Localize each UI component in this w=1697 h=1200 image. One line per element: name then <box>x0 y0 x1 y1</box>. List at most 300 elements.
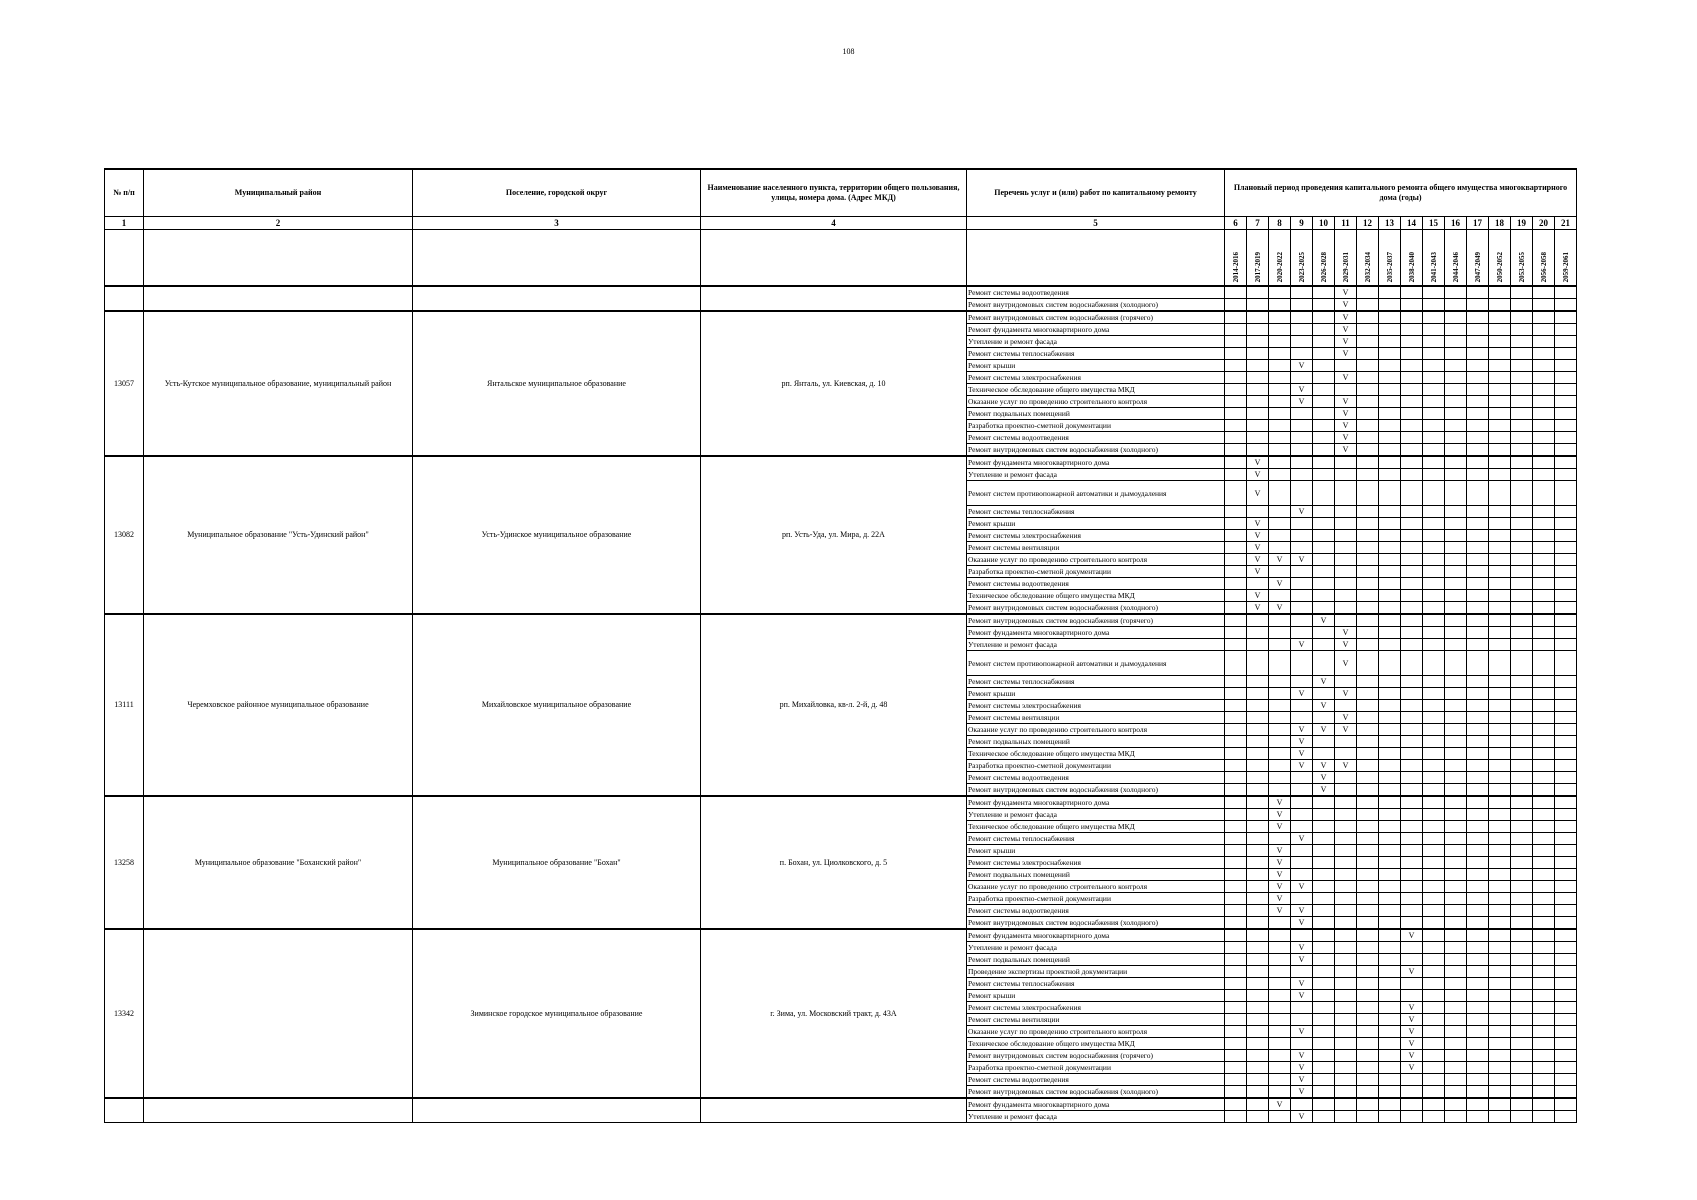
period-mark-cell <box>1313 796 1335 809</box>
column-number: 4 <box>701 217 967 230</box>
period-mark-cell: V <box>1269 857 1291 869</box>
period-mark-cell: V <box>1401 1062 1423 1074</box>
period-mark-cell <box>1555 700 1577 712</box>
column-number: 10 <box>1313 217 1335 230</box>
column-number-row <box>105 217 1577 230</box>
period-mark-cell <box>1423 286 1445 299</box>
table-row <box>105 796 1577 809</box>
period-mark-cell <box>1335 518 1357 530</box>
period-mark-cell <box>1335 990 1357 1002</box>
period-mark-cell: V <box>1291 1026 1313 1038</box>
period-mark-cell: V <box>1401 1050 1423 1062</box>
period-mark-cell <box>1269 396 1291 408</box>
period-mark-cell <box>1401 311 1423 324</box>
period-mark-cell <box>1291 542 1313 554</box>
period-mark-cell <box>1467 760 1489 772</box>
period-mark-cell <box>1269 299 1291 312</box>
period-mark-cell <box>1511 530 1533 542</box>
period-mark-cell <box>1489 1062 1511 1074</box>
column-number: 7 <box>1247 217 1269 230</box>
period-mark-cell <box>1401 760 1423 772</box>
period-mark-cell <box>1313 469 1335 481</box>
work-item: Техническое обследование общего имущества МКД <box>967 384 1225 396</box>
period-mark-cell <box>1445 1026 1467 1038</box>
period-mark-cell <box>1489 324 1511 336</box>
work-item: Ремонт системы водоотведения <box>967 286 1225 299</box>
period-mark-cell <box>1269 360 1291 372</box>
period-mark-cell <box>1555 966 1577 978</box>
period-mark-cell <box>1291 408 1313 420</box>
period-mark-cell <box>1357 954 1379 966</box>
period-mark-cell <box>1357 360 1379 372</box>
period-mark-cell: V <box>1335 311 1357 324</box>
period-mark-cell <box>1401 336 1423 348</box>
period-mark-cell <box>1291 1038 1313 1050</box>
period-mark-cell <box>1269 469 1291 481</box>
work-item: Ремонт внутридомовых систем водоснабжения (холодного) <box>967 602 1225 615</box>
period-mark-cell <box>1445 590 1467 602</box>
period-mark-cell <box>1467 432 1489 444</box>
period-mark-cell <box>1445 396 1467 408</box>
period-mark-cell <box>1467 845 1489 857</box>
period-mark-cell <box>1379 456 1401 469</box>
period-mark-cell <box>1269 1062 1291 1074</box>
period-mark-cell <box>1511 324 1533 336</box>
year-period-label: 2044-2046 <box>1451 251 1460 282</box>
period-mark-cell <box>1511 1062 1533 1074</box>
period-mark-cell <box>1269 1038 1291 1050</box>
period-mark-cell <box>1533 614 1555 627</box>
year-period-header <box>1269 230 1291 287</box>
period-mark-cell <box>1335 566 1357 578</box>
period-mark-cell: V <box>1335 348 1357 360</box>
period-mark-cell <box>1225 954 1247 966</box>
period-mark-cell <box>1225 432 1247 444</box>
period-mark-cell <box>1357 881 1379 893</box>
period-mark-cell <box>1533 833 1555 845</box>
header-settlement: Поселение, городской округ <box>413 169 701 217</box>
period-mark-cell <box>1335 917 1357 930</box>
period-mark-cell <box>1511 796 1533 809</box>
year-period-label: 2041-2043 <box>1429 251 1438 282</box>
period-mark-cell <box>1467 1062 1489 1074</box>
period-mark-cell <box>1291 444 1313 457</box>
period-mark-cell <box>1401 384 1423 396</box>
period-mark-cell <box>1379 627 1401 639</box>
period-mark-cell <box>1313 929 1335 942</box>
period-mark-cell: V <box>1401 1002 1423 1014</box>
period-mark-cell <box>1511 676 1533 688</box>
period-mark-cell <box>1401 857 1423 869</box>
work-item: Ремонт системы электроснабжения <box>967 372 1225 384</box>
work-item: Ремонт крыши <box>967 688 1225 700</box>
period-mark-cell <box>1555 1086 1577 1099</box>
period-mark-cell <box>1511 432 1533 444</box>
period-mark-cell <box>1423 1098 1445 1111</box>
period-mark-cell <box>1401 481 1423 506</box>
period-mark-cell <box>1423 408 1445 420</box>
column-number: 18 <box>1489 217 1511 230</box>
period-mark-cell <box>1291 530 1313 542</box>
period-mark-cell <box>1445 893 1467 905</box>
period-mark-cell <box>1445 336 1467 348</box>
period-mark-cell <box>1379 336 1401 348</box>
period-mark-cell <box>1225 905 1247 917</box>
period-mark-cell <box>1445 1038 1467 1050</box>
period-mark-cell <box>1335 954 1357 966</box>
period-mark-cell <box>1269 1050 1291 1062</box>
period-mark-cell: V <box>1313 772 1335 784</box>
period-mark-cell <box>1379 1014 1401 1026</box>
period-mark-cell <box>1401 372 1423 384</box>
period-mark-cell <box>1445 676 1467 688</box>
period-mark-cell <box>1379 1086 1401 1099</box>
period-mark-cell <box>1291 578 1313 590</box>
period-mark-cell <box>1247 917 1269 930</box>
period-mark-cell <box>1467 736 1489 748</box>
period-mark-cell <box>1269 590 1291 602</box>
period-mark-cell <box>1511 1111 1533 1123</box>
period-mark-cell <box>1291 602 1313 615</box>
record-number: 13111 <box>105 614 144 796</box>
period-mark-cell <box>1423 481 1445 506</box>
period-mark-cell <box>1357 372 1379 384</box>
period-mark-cell <box>1357 1111 1379 1123</box>
period-mark-cell <box>1511 554 1533 566</box>
period-mark-cell <box>1247 506 1269 518</box>
period-mark-cell <box>1335 748 1357 760</box>
period-mark-cell <box>1291 336 1313 348</box>
period-mark-cell <box>1335 942 1357 954</box>
period-mark-cell <box>1555 978 1577 990</box>
year-period-label: 2032-2034 <box>1363 251 1372 282</box>
period-mark-cell <box>1533 1086 1555 1099</box>
period-mark-cell <box>1423 1014 1445 1026</box>
period-mark-cell <box>1401 299 1423 312</box>
period-mark-cell <box>1357 905 1379 917</box>
period-mark-cell <box>1379 554 1401 566</box>
period-mark-cell <box>1533 966 1555 978</box>
period-mark-cell <box>1313 1074 1335 1086</box>
period-mark-cell <box>1247 881 1269 893</box>
work-item: Ремонт крыши <box>967 518 1225 530</box>
period-mark-cell <box>1489 408 1511 420</box>
work-item: Ремонт системы теплоснабжения <box>967 506 1225 518</box>
period-mark-cell <box>1379 408 1401 420</box>
period-mark-cell <box>1467 881 1489 893</box>
period-mark-cell <box>1401 444 1423 457</box>
period-mark-cell <box>1511 978 1533 990</box>
period-mark-cell <box>1489 821 1511 833</box>
period-mark-cell <box>1313 542 1335 554</box>
period-mark-cell <box>1291 324 1313 336</box>
period-mark-cell <box>1423 348 1445 360</box>
period-mark-cell <box>1401 542 1423 554</box>
period-mark-cell <box>1511 688 1533 700</box>
period-mark-cell <box>1511 627 1533 639</box>
column-number: 19 <box>1511 217 1533 230</box>
period-mark-cell: V <box>1247 481 1269 506</box>
period-mark-cell <box>1247 578 1269 590</box>
period-mark-cell <box>1269 566 1291 578</box>
period-mark-cell <box>1247 954 1269 966</box>
period-mark-cell <box>1533 700 1555 712</box>
period-mark-cell <box>1379 966 1401 978</box>
period-mark-cell <box>1225 348 1247 360</box>
period-mark-cell: V <box>1291 736 1313 748</box>
period-mark-cell <box>1533 688 1555 700</box>
period-mark-cell <box>1357 324 1379 336</box>
period-mark-cell <box>1357 688 1379 700</box>
period-mark-cell <box>1401 942 1423 954</box>
period-mark-cell <box>1335 893 1357 905</box>
period-mark-cell <box>1555 772 1577 784</box>
period-mark-cell <box>1247 748 1269 760</box>
period-mark-cell <box>1533 784 1555 797</box>
period-mark-cell <box>1555 506 1577 518</box>
period-mark-cell <box>1313 821 1335 833</box>
period-mark-cell <box>1335 360 1357 372</box>
year-period-label: 2017-2019 <box>1253 251 1262 282</box>
period-mark-cell <box>1401 530 1423 542</box>
period-mark-cell <box>1445 530 1467 542</box>
work-item: Ремонт системы электроснабжения <box>967 530 1225 542</box>
period-mark-cell <box>1445 796 1467 809</box>
period-mark-cell <box>1357 456 1379 469</box>
period-mark-cell <box>1401 700 1423 712</box>
period-mark-cell <box>1291 845 1313 857</box>
column-number: 1 <box>105 217 144 230</box>
period-mark-cell <box>1357 639 1379 651</box>
period-mark-cell <box>1489 712 1511 724</box>
period-mark-cell <box>1335 456 1357 469</box>
period-mark-cell <box>1225 1026 1247 1038</box>
period-mark-cell <box>1357 651 1379 676</box>
period-mark-cell <box>1269 929 1291 942</box>
period-mark-cell: V <box>1401 1014 1423 1026</box>
period-mark-cell <box>1511 966 1533 978</box>
period-mark-cell <box>1247 966 1269 978</box>
period-mark-cell <box>1489 348 1511 360</box>
period-mark-cell <box>1379 736 1401 748</box>
period-mark-cell <box>1423 372 1445 384</box>
period-mark-cell <box>1225 286 1247 299</box>
period-mark-cell <box>1225 966 1247 978</box>
period-mark-cell <box>1423 384 1445 396</box>
period-mark-cell <box>1467 614 1489 627</box>
work-item: Ремонт системы теплоснабжения <box>967 833 1225 845</box>
period-mark-cell: V <box>1335 408 1357 420</box>
column-number: 8 <box>1269 217 1291 230</box>
period-mark-cell <box>1269 712 1291 724</box>
period-mark-cell <box>1489 857 1511 869</box>
period-mark-cell <box>1379 929 1401 942</box>
period-mark-cell <box>1357 1014 1379 1026</box>
period-mark-cell <box>1467 324 1489 336</box>
period-mark-cell: V <box>1335 420 1357 432</box>
period-mark-cell <box>1357 748 1379 760</box>
period-mark-cell <box>1467 893 1489 905</box>
period-mark-cell <box>1467 917 1489 930</box>
period-mark-cell <box>1225 1111 1247 1123</box>
period-mark-cell <box>1555 348 1577 360</box>
period-mark-cell <box>1423 954 1445 966</box>
period-mark-cell <box>1445 1098 1467 1111</box>
period-mark-cell <box>1489 396 1511 408</box>
period-mark-cell <box>1401 324 1423 336</box>
period-mark-cell <box>1445 651 1467 676</box>
period-mark-cell: V <box>1335 324 1357 336</box>
period-mark-cell <box>1511 506 1533 518</box>
period-mark-cell <box>1357 929 1379 942</box>
period-mark-cell <box>1357 469 1379 481</box>
period-mark-cell <box>1335 978 1357 990</box>
period-mark-cell <box>1555 627 1577 639</box>
period-mark-cell <box>1379 857 1401 869</box>
period-mark-cell <box>1313 1026 1335 1038</box>
period-mark-cell <box>1489 784 1511 797</box>
period-mark-cell <box>1467 1111 1489 1123</box>
period-mark-cell <box>1423 833 1445 845</box>
period-mark-cell <box>1489 1111 1511 1123</box>
period-mark-cell <box>1511 286 1533 299</box>
table-row <box>105 456 1577 469</box>
column-number: 11 <box>1335 217 1357 230</box>
period-mark-cell <box>1511 893 1533 905</box>
period-mark-cell <box>1445 1002 1467 1014</box>
work-item: Ремонт внутридомовых систем водоснабжения (горячего) <box>967 614 1225 627</box>
period-mark-cell <box>1467 627 1489 639</box>
period-mark-cell <box>1489 299 1511 312</box>
period-mark-cell <box>1291 481 1313 506</box>
period-mark-cell <box>1489 893 1511 905</box>
work-item: Проведение экспертизы проектной документации <box>967 966 1225 978</box>
period-mark-cell <box>1511 542 1533 554</box>
period-mark-cell <box>1445 905 1467 917</box>
period-mark-cell <box>1555 384 1577 396</box>
period-mark-cell <box>1467 518 1489 530</box>
period-mark-cell <box>1357 542 1379 554</box>
period-mark-cell <box>1269 627 1291 639</box>
period-mark-cell <box>1313 396 1335 408</box>
work-item: Ремонт подвальных помещений <box>967 408 1225 420</box>
period-mark-cell <box>1467 578 1489 590</box>
period-mark-cell <box>1269 990 1291 1002</box>
period-mark-cell <box>1555 336 1577 348</box>
period-mark-cell <box>1225 578 1247 590</box>
period-mark-cell <box>1423 1050 1445 1062</box>
period-mark-cell <box>1225 639 1247 651</box>
period-mark-cell <box>1489 432 1511 444</box>
period-mark-cell <box>1555 324 1577 336</box>
period-mark-cell <box>1489 966 1511 978</box>
period-mark-cell <box>1247 796 1269 809</box>
period-mark-cell <box>1225 881 1247 893</box>
work-item: Ремонт крыши <box>967 360 1225 372</box>
period-mark-cell <box>1511 821 1533 833</box>
period-mark-cell <box>1357 942 1379 954</box>
settlement-name: Муниципальное образование "Бохан" <box>413 796 701 929</box>
period-mark-cell <box>1335 736 1357 748</box>
column-number: 17 <box>1467 217 1489 230</box>
period-mark-cell <box>1445 614 1467 627</box>
period-mark-cell <box>1247 651 1269 676</box>
year-period-header <box>1247 230 1269 287</box>
period-mark-cell <box>1357 833 1379 845</box>
period-mark-cell <box>1291 700 1313 712</box>
period-mark-cell <box>1533 481 1555 506</box>
period-mark-cell <box>1247 396 1269 408</box>
period-mark-cell <box>1247 1074 1269 1086</box>
period-mark-cell <box>1379 566 1401 578</box>
record-number: 13258 <box>105 796 144 929</box>
period-mark-cell <box>1225 978 1247 990</box>
period-mark-cell <box>1401 639 1423 651</box>
period-mark-cell <box>1379 348 1401 360</box>
period-mark-cell <box>1533 360 1555 372</box>
period-mark-cell <box>1467 530 1489 542</box>
period-mark-cell <box>1555 688 1577 700</box>
period-mark-cell <box>1423 978 1445 990</box>
period-mark-cell: V <box>1247 590 1269 602</box>
period-mark-cell <box>1225 530 1247 542</box>
period-mark-cell <box>1247 408 1269 420</box>
period-mark-cell <box>1335 809 1357 821</box>
period-mark-cell <box>1335 1002 1357 1014</box>
period-mark-cell <box>1313 954 1335 966</box>
period-mark-cell <box>1489 444 1511 457</box>
period-mark-cell <box>1533 372 1555 384</box>
work-item: Разработка проектно-сметной документации <box>967 760 1225 772</box>
year-row-spacer <box>967 230 1225 287</box>
period-mark-cell <box>1401 1074 1423 1086</box>
period-mark-cell <box>1489 518 1511 530</box>
period-mark-cell <box>1401 651 1423 676</box>
period-mark-cell <box>1313 990 1335 1002</box>
period-mark-cell <box>1225 469 1247 481</box>
period-mark-cell <box>1489 917 1511 930</box>
period-mark-cell: V <box>1291 639 1313 651</box>
period-mark-cell <box>1357 845 1379 857</box>
period-mark-cell <box>1401 905 1423 917</box>
work-item: Ремонт системы водоотведения <box>967 432 1225 444</box>
period-mark-cell <box>1489 929 1511 942</box>
period-mark-cell <box>1533 712 1555 724</box>
period-mark-cell <box>1511 917 1533 930</box>
period-mark-cell <box>1357 481 1379 506</box>
work-item: Разработка проектно-сметной документации <box>967 420 1225 432</box>
period-mark-cell <box>1379 942 1401 954</box>
period-mark-cell <box>1291 432 1313 444</box>
period-mark-cell <box>1401 869 1423 881</box>
period-mark-cell <box>1313 845 1335 857</box>
period-mark-cell <box>1225 990 1247 1002</box>
header-number: № п/п <box>105 169 144 217</box>
period-mark-cell <box>1247 772 1269 784</box>
period-mark-cell <box>1379 760 1401 772</box>
period-mark-cell <box>1555 408 1577 420</box>
column-number: 2 <box>144 217 413 230</box>
period-mark-cell <box>1533 348 1555 360</box>
period-mark-cell <box>1533 627 1555 639</box>
period-mark-cell <box>1467 1074 1489 1086</box>
period-mark-cell <box>1225 942 1247 954</box>
period-mark-cell <box>1313 336 1335 348</box>
period-mark-cell <box>1445 929 1467 942</box>
period-mark-cell <box>1445 469 1467 481</box>
period-mark-cell <box>1467 639 1489 651</box>
period-mark-cell: V <box>1291 1111 1313 1123</box>
